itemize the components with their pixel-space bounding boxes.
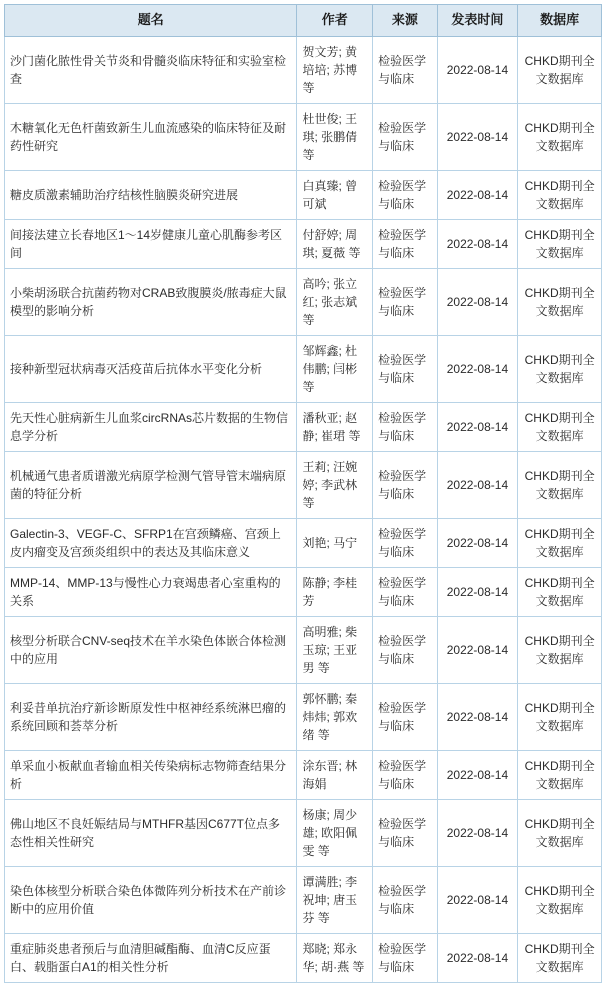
result-source[interactable]: 检验医学与临床 bbox=[373, 933, 438, 982]
result-database[interactable]: CHKD期刊全文数据库 bbox=[518, 683, 602, 750]
result-date: 2022-08-14 bbox=[437, 750, 518, 799]
result-source[interactable]: 检验医学与临床 bbox=[373, 103, 438, 170]
result-title-link[interactable]: MMP-14、MMP-13与慢性心力衰竭患者心室重构的关系 bbox=[5, 567, 297, 616]
table-row[interactable] bbox=[5, 518, 602, 567]
column-header-source[interactable]: 来源 bbox=[373, 5, 438, 37]
result-title-link[interactable]: 染色体核型分析联合染色体微阵列分析技术在产前诊断中的应用价值 bbox=[5, 866, 297, 933]
result-date: 2022-08-14 bbox=[437, 683, 518, 750]
result-date: 2022-08-14 bbox=[437, 219, 518, 268]
result-authors[interactable]: 王莉; 汪婉婷; 李武林 等 bbox=[297, 451, 373, 518]
result-source[interactable]: 检验医学与临床 bbox=[373, 451, 438, 518]
result-title-link[interactable]: 木糖氧化无色杆菌致新生儿血流感染的临床特征及耐药性研究 bbox=[5, 103, 297, 170]
result-title-link[interactable]: 小柴胡汤联合抗菌药物对CRAB致腹膜炎/脓毒症大鼠模型的影响分析 bbox=[5, 268, 297, 335]
table-row[interactable] bbox=[5, 170, 602, 219]
result-authors[interactable]: 郑晓; 郑永华; 胡·燕 等 bbox=[297, 933, 373, 982]
table-row[interactable] bbox=[5, 402, 602, 451]
table-row[interactable] bbox=[5, 799, 602, 866]
result-database[interactable]: CHKD期刊全文数据库 bbox=[518, 268, 602, 335]
result-authors[interactable]: 谭满胜; 李祝坤; 唐玉芬 等 bbox=[297, 866, 373, 933]
result-date: 2022-08-14 bbox=[437, 36, 518, 103]
result-authors[interactable]: 杨康; 周少雄; 欧阳佩雯 等 bbox=[297, 799, 373, 866]
result-database[interactable]: CHKD期刊全文数据库 bbox=[518, 402, 602, 451]
result-source[interactable]: 检验医学与临床 bbox=[373, 335, 438, 402]
result-authors[interactable]: 贺文芳; 黄培培; 苏博 等 bbox=[297, 36, 373, 103]
table-row[interactable] bbox=[5, 268, 602, 335]
result-title-link[interactable]: 利妥昔单抗治疗新诊断原发性中枢神经系统淋巴瘤的系统回顾和荟萃分析 bbox=[5, 683, 297, 750]
table-row[interactable] bbox=[5, 750, 602, 799]
result-database[interactable]: CHKD期刊全文数据库 bbox=[518, 103, 602, 170]
result-title-link[interactable]: 核型分析联合CNV-seq技术在羊水染色体嵌合体检测中的应用 bbox=[5, 616, 297, 683]
result-authors[interactable]: 陈静; 李桂芳 bbox=[297, 567, 373, 616]
result-date: 2022-08-14 bbox=[437, 866, 518, 933]
table-row[interactable] bbox=[5, 866, 602, 933]
result-authors[interactable]: 高明雅; 柴玉琼; 王亚男 等 bbox=[297, 616, 373, 683]
table-row[interactable] bbox=[5, 567, 602, 616]
result-authors[interactable]: 付舒婷; 周琪; 夏薇 等 bbox=[297, 219, 373, 268]
result-database[interactable]: CHKD期刊全文数据库 bbox=[518, 451, 602, 518]
column-header-authors[interactable]: 作者 bbox=[297, 5, 373, 37]
result-title-link[interactable]: 单采血小板献血者输血相关传染病标志物筛查结果分析 bbox=[5, 750, 297, 799]
result-database[interactable]: CHKD期刊全文数据库 bbox=[518, 616, 602, 683]
search-results-table bbox=[4, 4, 602, 983]
result-date: 2022-08-14 bbox=[437, 268, 518, 335]
result-database[interactable]: CHKD期刊全文数据库 bbox=[518, 518, 602, 567]
result-database[interactable]: CHKD期刊全文数据库 bbox=[518, 799, 602, 866]
table-row[interactable] bbox=[5, 451, 602, 518]
result-database[interactable]: CHKD期刊全文数据库 bbox=[518, 750, 602, 799]
result-source[interactable]: 检验医学与临床 bbox=[373, 518, 438, 567]
result-authors[interactable]: 高吟; 张立红; 张志斌 等 bbox=[297, 268, 373, 335]
result-source[interactable]: 检验医学与临床 bbox=[373, 170, 438, 219]
result-date: 2022-08-14 bbox=[437, 616, 518, 683]
result-title-link[interactable]: Galectin-3、VEGF-C、SFRP1在宫颈鳞癌、宫颈上皮内瘤变及宫颈炎组织中的表达及其临床意义 bbox=[5, 518, 297, 567]
result-source[interactable]: 检验医学与临床 bbox=[373, 799, 438, 866]
result-source[interactable]: 检验医学与临床 bbox=[373, 616, 438, 683]
table-body bbox=[5, 36, 602, 982]
result-title-link[interactable]: 机械通气患者质谱激光病原学检测气管导管末端病原菌的特征分析 bbox=[5, 451, 297, 518]
result-title-link[interactable]: 沙门菌化脓性骨关节炎和骨髓炎临床特征和实验室检查 bbox=[5, 36, 297, 103]
result-authors[interactable]: 郭怀鹏; 秦炜炜; 郭欢绪 等 bbox=[297, 683, 373, 750]
result-database[interactable]: CHKD期刊全文数据库 bbox=[518, 567, 602, 616]
result-authors[interactable]: 杜世俊; 王琪; 张鹏倩 等 bbox=[297, 103, 373, 170]
table-row[interactable] bbox=[5, 933, 602, 982]
result-title-link[interactable]: 佛山地区不良妊娠结局与MTHFR基因C677T位点多态性相关性研究 bbox=[5, 799, 297, 866]
result-date: 2022-08-14 bbox=[437, 933, 518, 982]
result-source[interactable]: 检验医学与临床 bbox=[373, 750, 438, 799]
result-date: 2022-08-14 bbox=[437, 451, 518, 518]
table-row[interactable] bbox=[5, 335, 602, 402]
result-authors[interactable]: 刘艳; 马宁 bbox=[297, 518, 373, 567]
result-date: 2022-08-14 bbox=[437, 402, 518, 451]
result-database[interactable]: CHKD期刊全文数据库 bbox=[518, 933, 602, 982]
table-row[interactable] bbox=[5, 219, 602, 268]
result-authors[interactable]: 涂东晋; 林海娟 bbox=[297, 750, 373, 799]
result-date: 2022-08-14 bbox=[437, 518, 518, 567]
table-row[interactable] bbox=[5, 616, 602, 683]
result-database[interactable]: CHKD期刊全文数据库 bbox=[518, 866, 602, 933]
table-header-row bbox=[5, 5, 602, 37]
result-database[interactable]: CHKD期刊全文数据库 bbox=[518, 36, 602, 103]
column-header-database[interactable]: 数据库 bbox=[518, 5, 602, 37]
result-source[interactable]: 检验医学与临床 bbox=[373, 268, 438, 335]
result-database[interactable]: CHKD期刊全文数据库 bbox=[518, 335, 602, 402]
result-title-link[interactable]: 接种新型冠状病毒灭活疫苗后抗体水平变化分析 bbox=[5, 335, 297, 402]
result-title-link[interactable]: 糖皮质激素辅助治疗结核性脑膜炎研究进展 bbox=[5, 170, 297, 219]
result-authors[interactable]: 潘秋亚; 赵静; 崔珺 等 bbox=[297, 402, 373, 451]
column-header-title[interactable]: 题名 bbox=[5, 5, 297, 37]
result-date: 2022-08-14 bbox=[437, 335, 518, 402]
result-source[interactable]: 检验医学与临床 bbox=[373, 866, 438, 933]
result-source[interactable]: 检验医学与临床 bbox=[373, 219, 438, 268]
result-database[interactable]: CHKD期刊全文数据库 bbox=[518, 219, 602, 268]
result-source[interactable]: 检验医学与临床 bbox=[373, 36, 438, 103]
result-database[interactable]: CHKD期刊全文数据库 bbox=[518, 170, 602, 219]
column-header-date[interactable]: 发表时间 bbox=[437, 5, 518, 37]
result-authors[interactable]: 邹辉鑫; 杜伟鹏; 闫彬 等 bbox=[297, 335, 373, 402]
table-row[interactable] bbox=[5, 103, 602, 170]
result-date: 2022-08-14 bbox=[437, 103, 518, 170]
result-title-link[interactable]: 先天性心脏病新生儿血浆circRNAs芯片数据的生物信息学分析 bbox=[5, 402, 297, 451]
result-source[interactable]: 检验医学与临床 bbox=[373, 402, 438, 451]
result-date: 2022-08-14 bbox=[437, 567, 518, 616]
result-date: 2022-08-14 bbox=[437, 799, 518, 866]
result-title-link[interactable]: 间接法建立长春地区1～14岁健康儿童心肌酶参考区间 bbox=[5, 219, 297, 268]
result-title-link[interactable]: 重症肺炎患者预后与血清胆碱酯酶、血清C反应蛋白、载脂蛋白A1的相关性分析 bbox=[5, 933, 297, 982]
result-source[interactable]: 检验医学与临床 bbox=[373, 567, 438, 616]
result-source[interactable]: 检验医学与临床 bbox=[373, 683, 438, 750]
table-row[interactable] bbox=[5, 36, 602, 103]
result-authors[interactable]: 白真臻; 曾可斌 bbox=[297, 170, 373, 219]
result-date: 2022-08-14 bbox=[437, 170, 518, 219]
table-row[interactable] bbox=[5, 683, 602, 750]
